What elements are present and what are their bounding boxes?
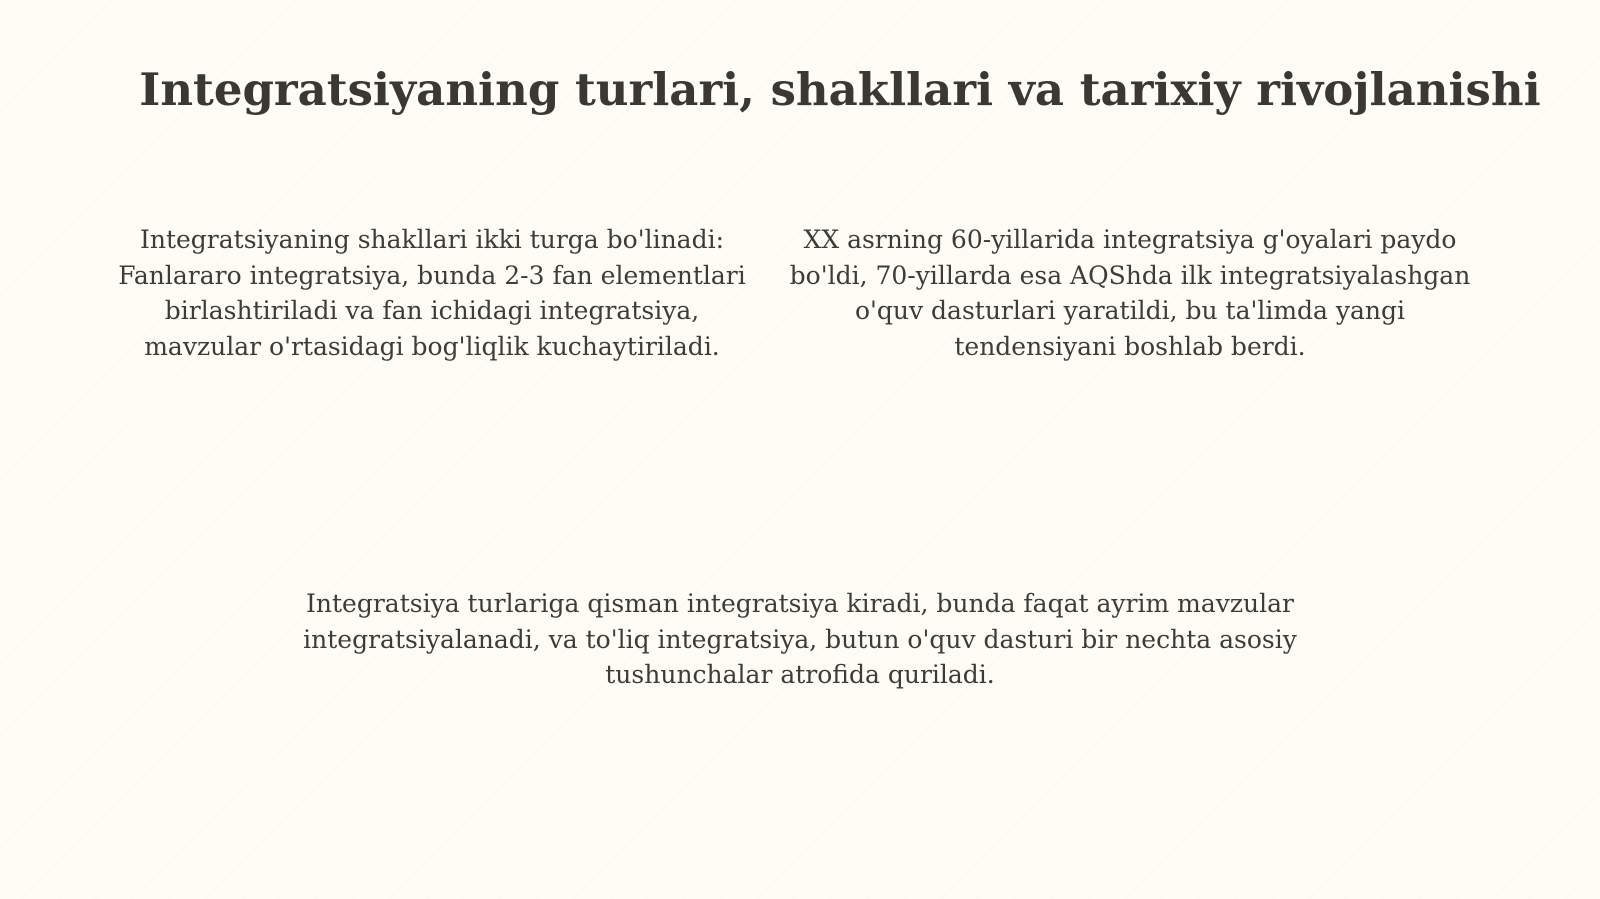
integration-types-text: Integratsiya turlariga qisman integratsiya kiradi, bunda faqat ayrim mavzular integratsiyalanadi, va to'liq integratsiya, butun o'quv dasturi bir nechta asosiy tushunchalar atrofida quriladi. (303, 589, 1297, 689)
integration-history-text: XX asrning 60-yillarida integratsiya g'oyalari paydo bo'ldi, 70-yillarda esa AQShda ilk integratsiyalashgan o'quv dasturlari yaratildi, bu ta'limda yangi tendensiyani boshlab berdi. (789, 225, 1471, 361)
integration-forms-text: Integratsiyaning shakllari ikki turga bo'linadi: Fanlararo integratsiya, bunda 2-3 fan elementlari birlashtiriladi va fan ichidagi integratsiya, mavzular o'rtasidagi bog'liqlik kuchaytiriladi. (118, 225, 746, 361)
slide-title: Integratsiyaning turlari, shakllari va tarixiy rivojlanishi (139, 63, 1541, 116)
